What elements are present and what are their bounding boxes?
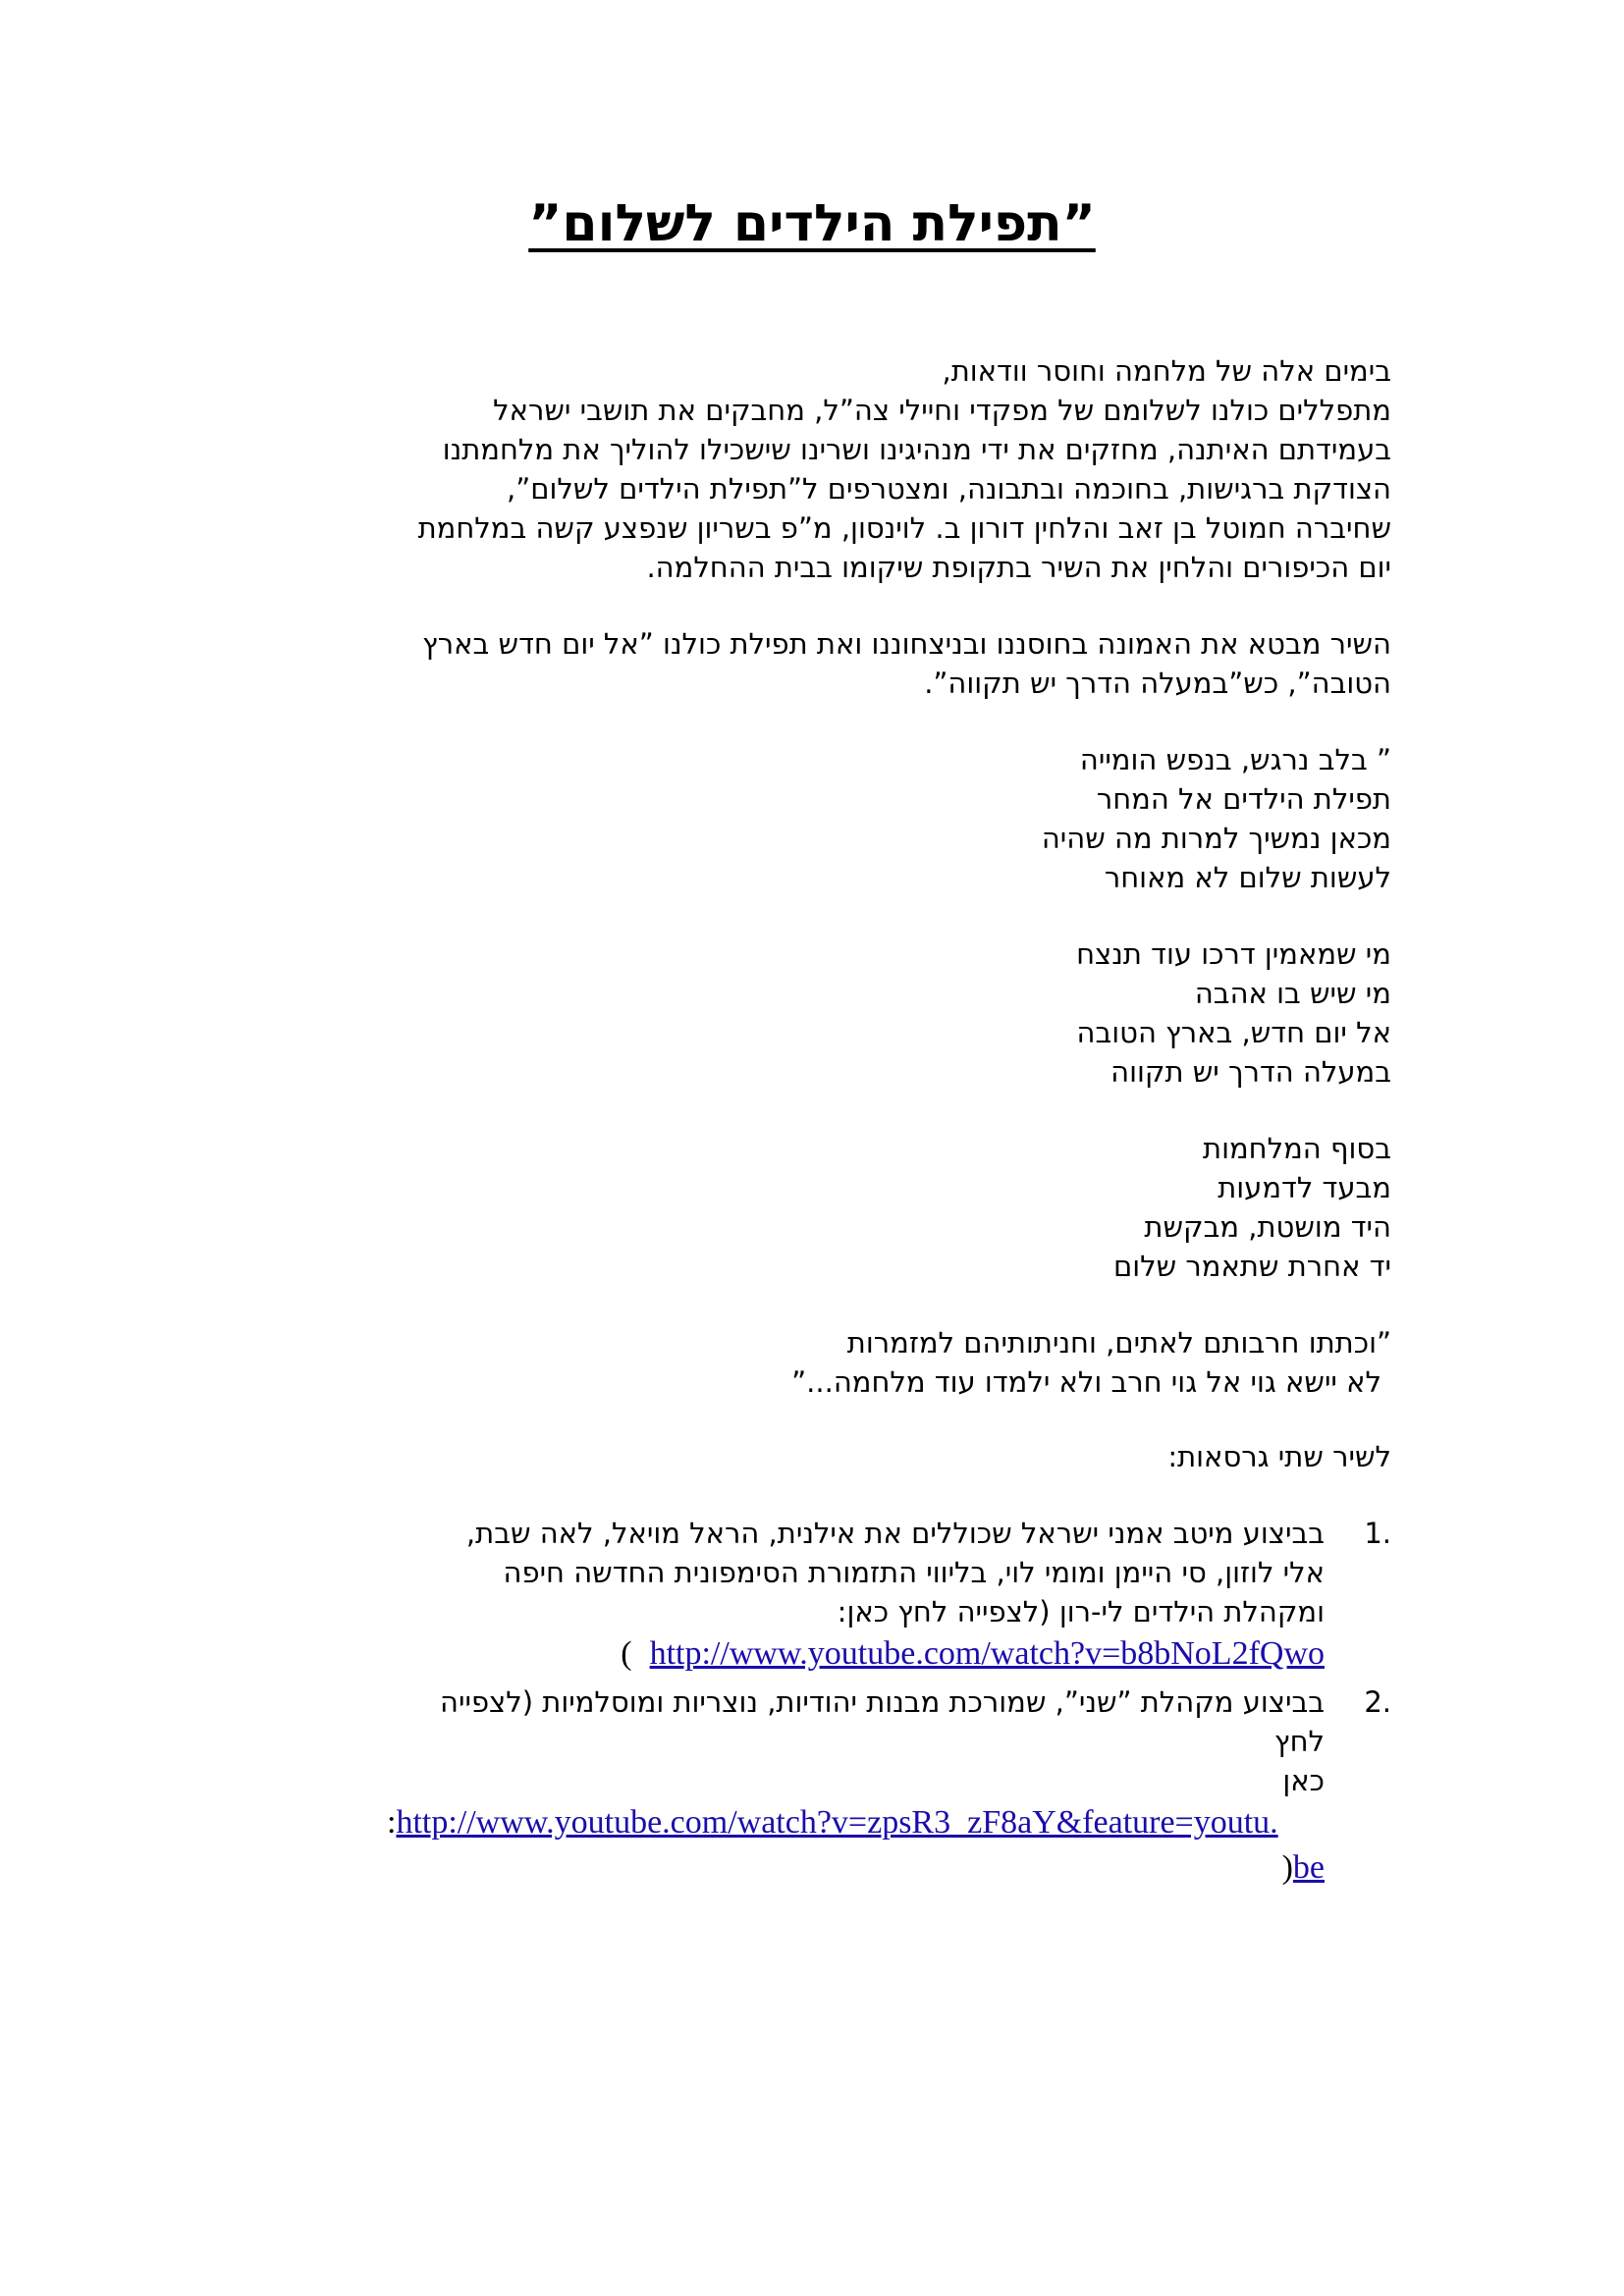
version-line: אלי לוזון, סי היימן ומומי לוי, בליווי התזמורת הסימפונית החדשה חיפה xyxy=(503,1556,1325,1589)
versions-intro: לשיר שתי גרסאות: xyxy=(1167,1440,1391,1473)
version-line: כאן xyxy=(1282,1764,1325,1797)
stanza-line: במעלה הדרך יש תקווה xyxy=(1110,1055,1391,1089)
song-line: השיר מבטא את האמונה בחוסננו ובניצחוננו ואת תפילת כולנו ”אל יום חדש בארץ xyxy=(422,627,1391,661)
scripture-quote xyxy=(233,1323,1391,1402)
link-row xyxy=(387,1631,1325,1677)
stanza-line: היד מושטת, מבקשת xyxy=(1144,1210,1391,1244)
intro-line: שחיברה חמוטל בן זאב והלחין דורון ב. לוינסון, מ”פ בשריון שנפצע קשה במלחמת xyxy=(417,511,1391,545)
stanza-1 xyxy=(233,740,1391,897)
poem xyxy=(233,740,1391,1286)
versions-list xyxy=(233,1514,1391,1891)
link-row xyxy=(387,1845,1325,1891)
youtube-link-2-continued[interactable]: be xyxy=(1292,1849,1325,1886)
version-line: בביצוע מקהלת ”שני”, שמורכת מבנות יהודיות, נוצריות ומוסלמיות (לצפייה xyxy=(440,1685,1325,1719)
colon: : xyxy=(387,1804,397,1841)
link-row xyxy=(387,1800,1325,1845)
stanza-line: מבעד לדמעות xyxy=(1218,1171,1391,1204)
close-paren: ) xyxy=(621,1635,632,1672)
intro-paragraph xyxy=(233,351,1391,587)
intro-line: הצודקת ברגישות, בחוכמה ובתבונה, ומצטרפים ל”תפילת הילדים לשלום”, xyxy=(507,472,1391,506)
title-text: ”תפילת הילדים לשלום” xyxy=(528,194,1096,253)
stanza-line: בסוף המלחמות xyxy=(1203,1132,1391,1165)
document-body xyxy=(233,351,1391,1896)
stanza-line: מכאן נמשיך למרות מה שהיה xyxy=(1041,822,1391,855)
intro-line: בעמידתם האיתנה, מחזקים את ידי מנהיגינו ושרינו שישכילו להוליך את מלחמתנו xyxy=(442,433,1391,466)
stanza-line: מי שיש בו אהבה xyxy=(1194,977,1391,1010)
stanza-line: מי שמאמין דרכו עוד תנצח xyxy=(1076,937,1391,971)
song-paragraph xyxy=(233,624,1391,703)
close-paren: ) xyxy=(1281,1849,1293,1886)
document-title xyxy=(0,192,1624,255)
version-item-2 xyxy=(387,1682,1391,1891)
version-item-1 xyxy=(387,1514,1391,1677)
version-line: ומקהלת הילדים לי-רון (לצפייה לחץ כאן: xyxy=(837,1595,1325,1629)
intro-line: בימים אלה של מלחמה וחוסר וודאות, xyxy=(942,354,1391,388)
version-line: בביצוע מיטב אמני ישראל שכוללים את אילנית, הראל מויאל, לאה שבת, xyxy=(465,1517,1325,1550)
stanza-line: ” בלב נרגש, בנפש הומייה xyxy=(1079,743,1391,776)
stanza-line: אל יום חדש, בארץ הטובה xyxy=(1076,1016,1391,1049)
stanza-3 xyxy=(233,1129,1391,1286)
youtube-link-2[interactable]: http://www.youtube.com/watch?v=zpsR3_zF8aY&feature=youtu. xyxy=(396,1804,1278,1841)
stanza-line: לעשות שלום לא מאוחר xyxy=(1104,861,1391,894)
quote-line: ”וכתתו חרבותם לאתים, וחניתותיהם למזמרות xyxy=(846,1326,1391,1360)
list-number: 1. xyxy=(1364,1517,1391,1550)
version-line: לחץ xyxy=(1273,1725,1325,1758)
stanza-line: יד אחרת שתאמר שלום xyxy=(1113,1250,1391,1283)
list-number: 2. xyxy=(1364,1685,1391,1719)
song-line: הטובה”, כש”במעלה הדרך יש תקווה”. xyxy=(924,667,1391,700)
stanza-line: תפילת הילדים אל המחר xyxy=(1096,782,1391,816)
stanza-2 xyxy=(233,934,1391,1092)
quote-line: לא יישא גוי אל גוי חרב ולא ילמדו עוד מלחמה...” xyxy=(791,1365,1381,1399)
intro-line: יום הכיפורים והלחין את השיר בתקופת שיקומו בבית ההחלמה. xyxy=(646,551,1391,584)
intro-line: מתפללים כולנו לשלומם של מפקדי וחיילי צה”ל, מחבקים את תושבי ישראל xyxy=(493,394,1391,427)
youtube-link-1[interactable]: http://www.youtube.com/watch?v=b8bNoL2fQwo xyxy=(649,1635,1325,1672)
